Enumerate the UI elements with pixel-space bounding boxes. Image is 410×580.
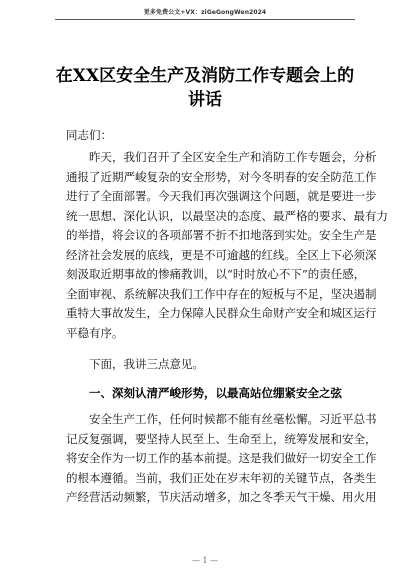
paragraph-line: 的根本遵循。当前，我们正处在岁末年初的关键节点，各类生 (66, 470, 377, 485)
title-line-2: 讲话 (188, 90, 222, 110)
paragraph-line: 统一思想、深化认识，以最坚决的态度、最严格的要求、最有力 (66, 208, 388, 223)
paragraph-line: 重特大事故发生，全力保障人民群众生命财产安全和城区运行 (66, 306, 377, 320)
paragraph-line: 经济社会发展的底线，更是不可逾越的红线。全区上下必须深 (66, 247, 377, 262)
title-line-1: 在XX区安全生产及消防工作专题会上的 (55, 66, 355, 86)
paragraph-line: 下面，我讲三点意见。 (89, 357, 204, 371)
paragraph-line: 平稳有序。 (66, 325, 124, 340)
section-heading-1: 一、深刻认清严峻形势，以最高站位绷紧安全之弦 (89, 386, 342, 400)
page-number: — 1 — (191, 556, 219, 565)
paragraph-line: 刻汲取近期事故的惨痛教训，以“时时放心不下”的责任感， (66, 267, 366, 281)
document-title (40, 64, 370, 112)
header-divider (55, 19, 355, 20)
paragraph-line: 的举措，将会议的各项部署不折不扣地落到实处。安全生产是 (66, 228, 377, 242)
paragraph-line: 将安全作为一切工作的基本前提。这是我们做好一切安全工作 (66, 451, 377, 465)
paragraph-line: 进行了全面部署。今天我们再次强调这个问题，就是要进一步 (66, 189, 377, 203)
paragraph-line: 全面审视、系统解决我们工作中存在的短板与不足，坚决遏制 (66, 286, 377, 301)
paragraph-3 (66, 410, 377, 508)
paragraph-line: 产经营活动频繁，节庆活动增多，加之冬季天气干燥、用火用 (66, 490, 377, 504)
greeting: 同志们： (66, 128, 112, 142)
paragraph-line: 昨天，我们召开了全区安全生产和消防工作专题会，分析 (89, 150, 377, 164)
paragraph-line: 记反复强调，要坚持人民至上、生命至上，统筹发展和安全， (66, 431, 377, 446)
page-header: 更多免费公文+VX：ziGeGongWen2024 (143, 9, 267, 16)
paragraph-1 (66, 148, 388, 343)
paragraph-line: 安全生产工作，任何时候都不能有丝毫松懈。习近平总书 (89, 412, 377, 426)
paragraph-line: 通报了近期严峻复杂的安全形势，对今冬明春的安全防范工作 (66, 169, 377, 184)
paragraph-2 (66, 355, 356, 375)
